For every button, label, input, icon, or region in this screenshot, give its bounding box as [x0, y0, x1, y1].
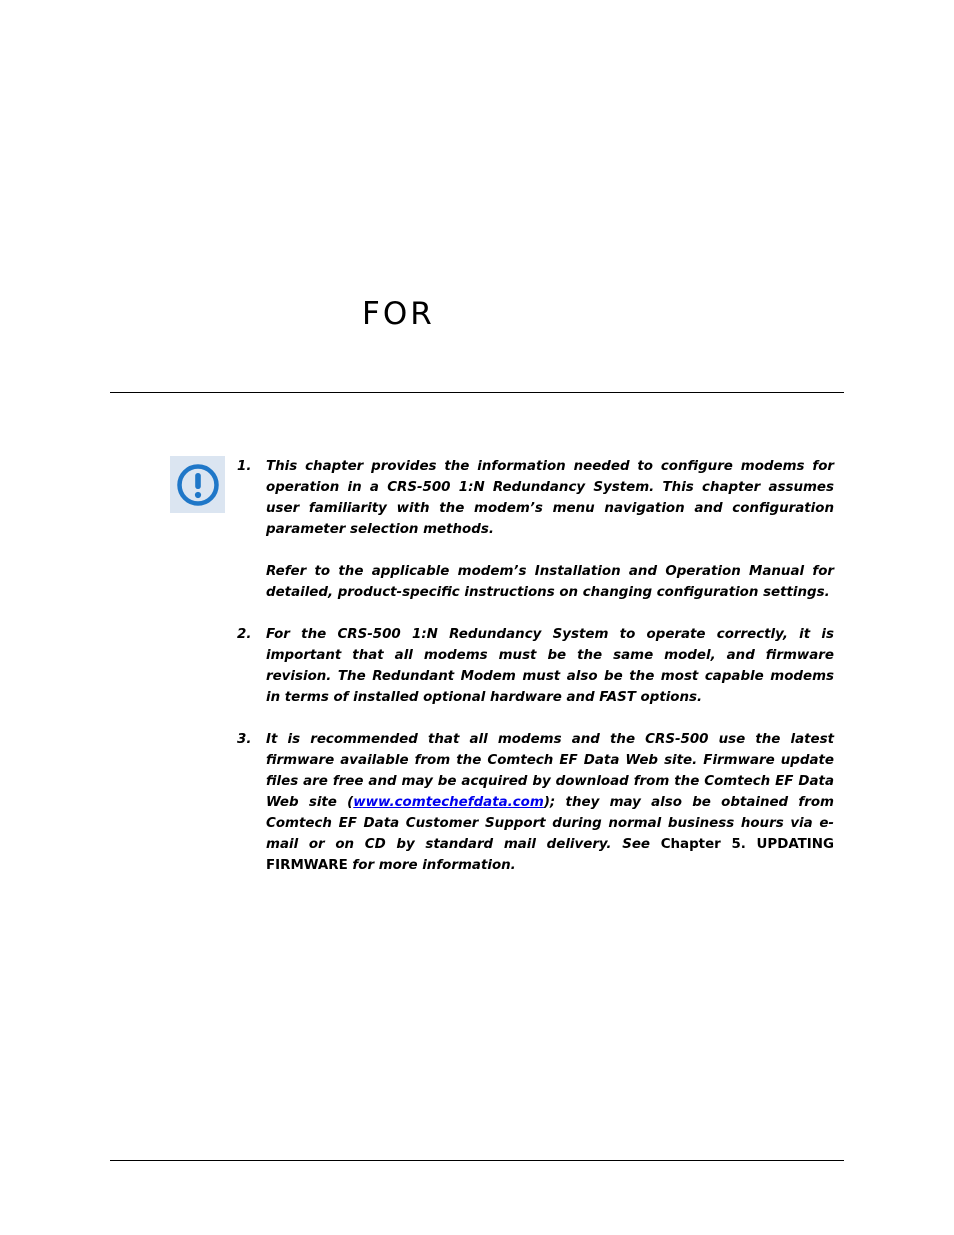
- item-number: 2.: [237, 627, 252, 642]
- exclamation-circle-icon: [170, 456, 225, 513]
- bottom-divider: [110, 1160, 844, 1161]
- item-paragraph: For the CRS-500 1:N Redundancy System to operate correctly, it is important that all modems must be the same model, and firmware revision. The Redundant Modem must also be the most capable modems in terms of installed optional hardware and FAST options.: [266, 627, 834, 705]
- notice-list: [237, 456, 834, 897]
- item-number: 1.: [237, 459, 252, 474]
- top-divider: [110, 392, 844, 393]
- item-number: 3.: [237, 732, 252, 747]
- item-paragraph: Refer to the applicable modem’s Installation and Operation Manual for detailed, product-specific instructions on changing configuration settings.: [266, 564, 834, 600]
- notice-item-1: [237, 456, 834, 603]
- item-paragraph: This chapter provides the information needed to configure modems for operation in a CRS-500 1:N Redundancy System. This chapter assumes user familiarity with the modem’s menu navigation and configuration parameter selection methods.: [266, 459, 834, 537]
- item-paragraph: [266, 729, 834, 876]
- comtech-website-link[interactable]: www.comtechefdata.com: [353, 795, 544, 810]
- notice-item-3: [237, 729, 834, 876]
- chapter-title: FOR: [362, 296, 435, 332]
- exclamation-circle-icon-graphic: [176, 463, 220, 507]
- item-text: It is recommended that all modems and the CRS-500 use the latest firmware available from the Comtech EF Data Web site. Firmware update files are free and may be acquired by download from the Comtech EF Data Web site (: [266, 732, 834, 810]
- item-text: ); they may also be obtained from Comtech EF Data Customer Support during normal business hours via e-mail or on CD by standard mail delivery. See: [266, 795, 834, 852]
- chapter-5-reference: Chapter 5. UPDATING FIRMWARE: [266, 837, 834, 873]
- item-text: for more information.: [352, 858, 516, 873]
- notice-item-2: [237, 624, 834, 708]
